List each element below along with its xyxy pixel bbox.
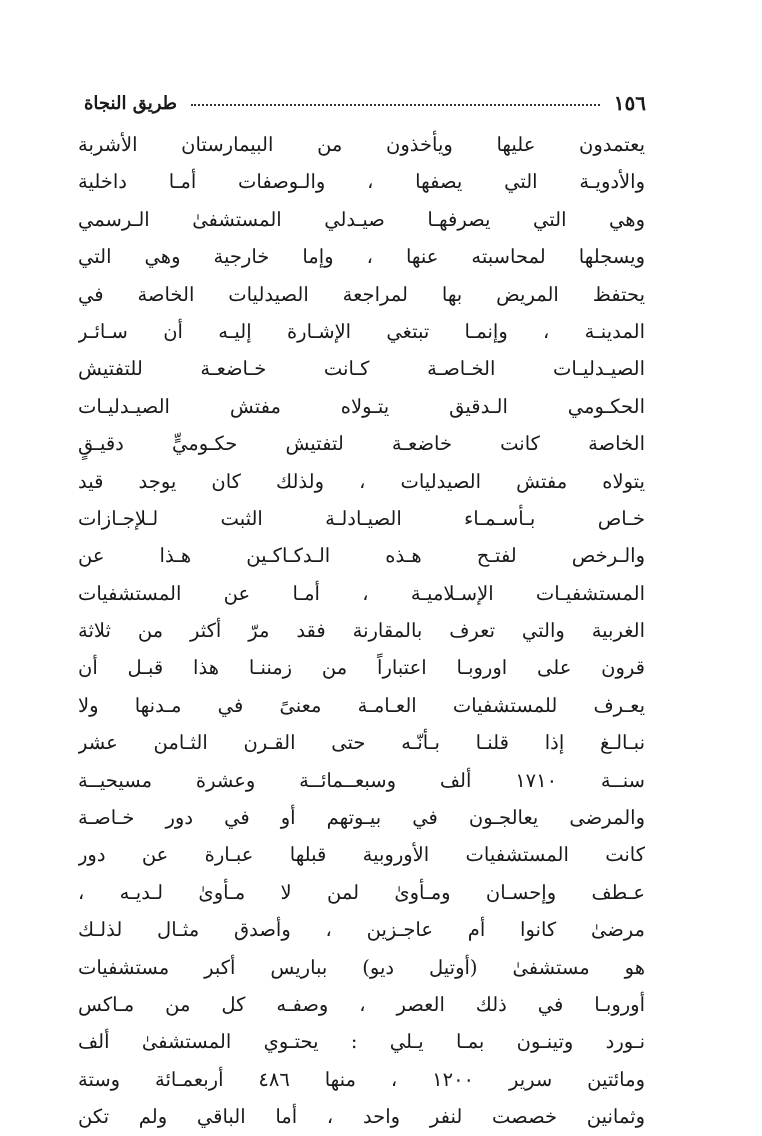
text-line: قرون على اوروبـا اعتباراً من زمننـا هذا قبـل أن bbox=[78, 656, 645, 680]
text-line: والمرضى يعالجـون في بيـوتهم أو في دور خـاصـة bbox=[78, 806, 645, 830]
text-line: والأدويـة التي يصفها ، والـوصفات أمـا داخلية bbox=[78, 170, 645, 194]
text-line: وثمانين خصصت لنفر واحد ، أما الباقي ولم تكن bbox=[78, 1105, 645, 1129]
text-line: يعتمدون عليها ويأخذون من البيمارستان الأشربة bbox=[78, 133, 645, 156]
dotted-leader bbox=[191, 92, 600, 106]
text-line: الغربية والتي تعرف بالمقارنة فقد مرّ أكثر من ثلاثة bbox=[78, 619, 645, 643]
text-line: مرضىٰ كانوا أم عاجـزين ، وأصدق مثـال لذلـك bbox=[78, 918, 645, 942]
text-line: كانت المستشفيات الأوروبية قبلها عبـارة عن دور bbox=[78, 843, 645, 867]
page-number: ١٥٦ bbox=[613, 91, 646, 115]
text-line: يتولاه مفتش الصيدليات ، ولذلك كان يوجد قيد bbox=[78, 469, 645, 493]
text-line: المستشفيـات الإسـلاميـة ، أمـا عن المستشفيات bbox=[78, 581, 645, 605]
running-header bbox=[84, 88, 646, 118]
text-line: ويسجلها لمحاسبته عنها ، وإما خارجية وهي التي bbox=[78, 245, 645, 269]
text-line: الحكـومي الـدقيق يتـولاه مفتش الصيـدليـات bbox=[78, 394, 645, 418]
text-line: الصيـدليـات الخـاصـة كـانت خـاضعـة للتفتيش bbox=[78, 357, 645, 381]
text-line: والـرخص لفتـح هـذه الـدكـاكـين هـذا عن bbox=[78, 544, 645, 568]
text-line: يعـرف للمستشفيات العـامـة معنىً في مـدنها ولا bbox=[78, 693, 645, 717]
text-line: الخاصة كانت خاضعـة لتفتيش حكـوميٍّ دقيـقٍ bbox=[78, 432, 645, 456]
text-line: نبـالـغ إذا قلنـا بـأنّـه حتى القـرن الثـامن عشر bbox=[78, 731, 645, 755]
text-line: عـطف وإحسـان ومـأوىٰ لمن لا مـأوىٰ لـديـه ، bbox=[78, 880, 645, 904]
text-line: يحتفظ المريض بها لمراجعة الصيدليات الخاصة في bbox=[78, 282, 645, 306]
text-line: سنــة ١٧١٠ ألف وسبعــمائــة وعشرة مسيحيــة bbox=[78, 768, 645, 792]
text-line: وهي التي يصرفهـا صيـدلي المستشفىٰ الـرسمي bbox=[78, 207, 645, 231]
body-text bbox=[78, 126, 645, 1136]
text-line: خـاص بـأسـمـاء الصيـادلـة الثبت لـلإجـازات bbox=[78, 506, 645, 530]
text-line: ومائتين سرير ١٢٠٠ ، منها ٤٨٦ أربعمـائة وستة bbox=[78, 1067, 645, 1091]
text-line: المدينـة ، وإنمـا تبتغي الإشـارة إليـه أن سـائـر bbox=[78, 319, 645, 343]
text-line: هو مستشفىٰ (أوتيل ديو) بباريس أكبر مستشفيات bbox=[78, 955, 645, 979]
text-line: أوروبـا في ذلك العصر ، وصفـه كل من مـاكس bbox=[78, 992, 645, 1016]
chapter-title: طريق النجاة bbox=[84, 92, 177, 114]
text-line: نـورد وتينـون بمـا يـلي : يحتـوي المستشفىٰ ألف bbox=[78, 1030, 645, 1054]
